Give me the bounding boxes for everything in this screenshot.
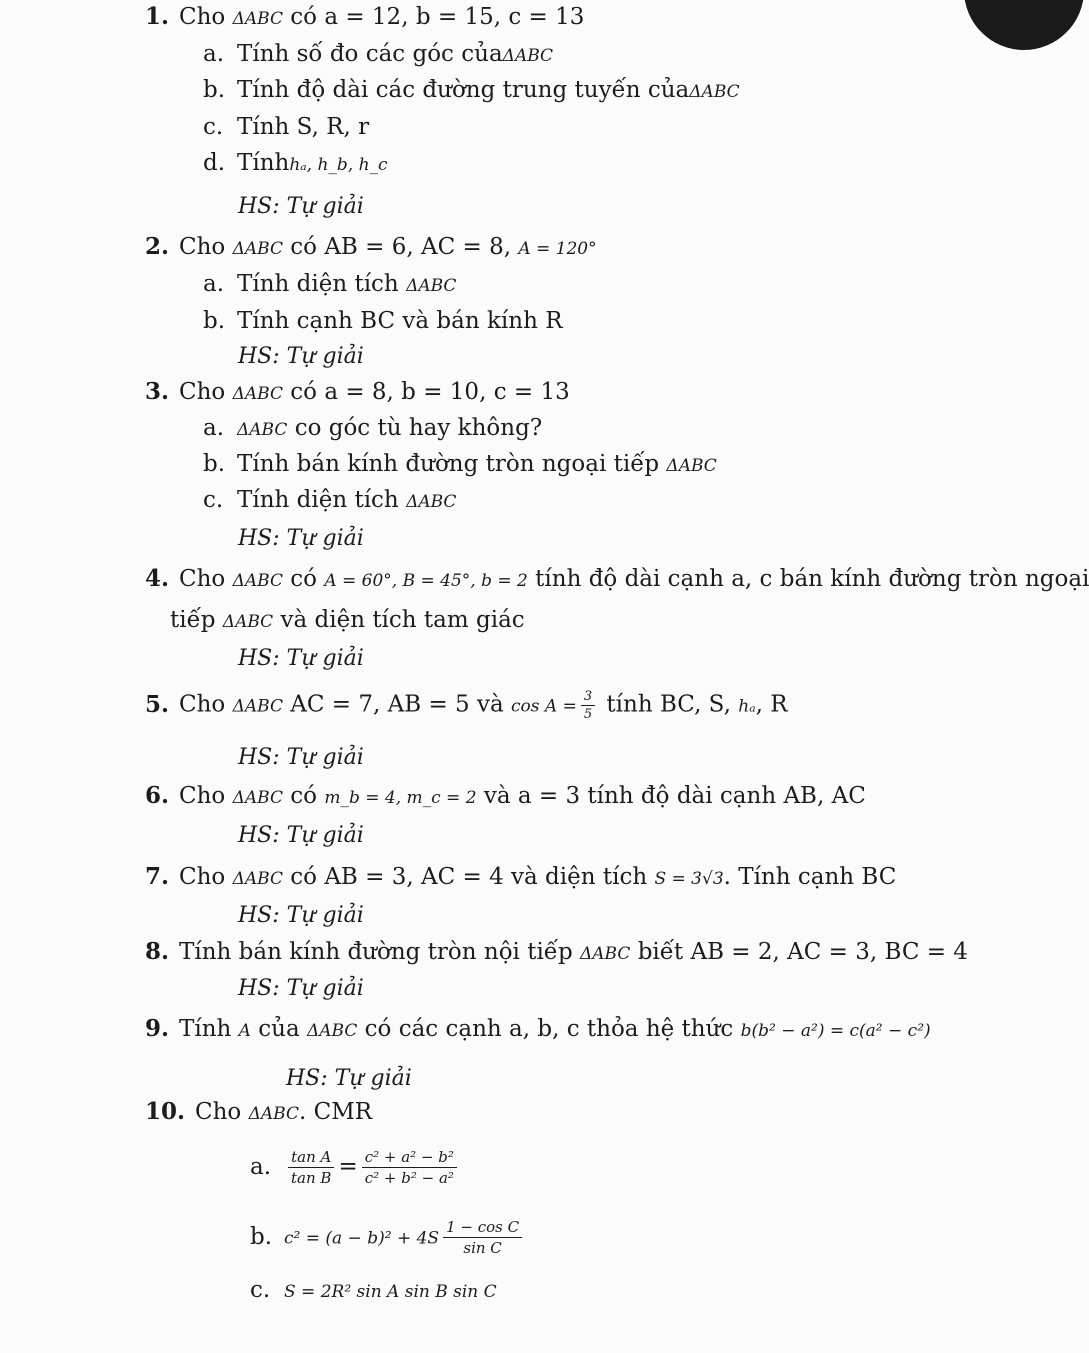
problem-7-hs-note: HS: Tự giải [238, 903, 364, 928]
fraction-cosC-sinC: $\frac{\text{1 − cos C}}{\text{sin C}}$ [443, 1219, 522, 1256]
problem-1-sub-b: b. Tính độ dài các đường trung tuyến củaΔABC [203, 77, 740, 103]
problem-2-sub-a: a. Tính diện tích ΔABC [203, 271, 457, 297]
photo-corner-shadow [964, 0, 1084, 50]
fraction-sides: $\frac{\text{c² + a² − b²}}{\text{c² + b² − a²}}$ [362, 1149, 457, 1186]
problem-8-hs-note: HS: Tự giải [238, 976, 364, 1001]
problem-1-sub-a: a. Tính số đo các góc củaΔABC [203, 41, 554, 67]
fraction-tanA-tanB: $\frac{\text{tan A}}{\text{tan B}}$ [288, 1149, 334, 1186]
problem-10-sub-c: c. S = 2R² sin A sin B sin C [250, 1277, 497, 1303]
problem-number: 1. [145, 3, 170, 30]
problem-10-stem: 10. Cho ΔABC. CMR [145, 1098, 373, 1125]
problem-3-sub-b: b. Tính bán kính đường tròn ngoại tiếp ΔABC [203, 451, 717, 477]
problem-6-stem: 6. Cho ΔABC có m_b = 4, m_c = 2 và a = 3 tính độ dài cạnh AB, AC [145, 782, 866, 809]
problem-3-hs-note: HS: Tự giải [238, 526, 364, 551]
problem-1-sub-d: d. Tínhhₐ, h_b, h_c [203, 150, 388, 176]
problem-6-hs-note: HS: Tự giải [238, 823, 364, 848]
problem-3-sub-c: c. Tính diện tích ΔABC [203, 487, 457, 513]
problem-5-hs-note: HS: Tự giải [238, 745, 364, 770]
fraction-three-fifths: $\frac{3}{5}$ [581, 690, 595, 721]
problem-4-stem-continued: tiếp ΔABC và diện tích tam giác [170, 607, 525, 633]
problem-1-stem: 1. Cho ΔABC có a = 12, b = 15, c = 13 [145, 3, 585, 30]
problem-2-hs-note: HS: Tự giải [238, 344, 364, 369]
problem-9-hs-note: HS: Tự giải [286, 1066, 412, 1091]
problem-8-stem: 8. Tính bán kính đường tròn nội tiếp ΔABC biết AB = 2, AC = 3, BC = 4 [145, 938, 968, 965]
problem-3-stem: 3. Cho ΔABC có a = 8, b = 10, c = 13 [145, 378, 570, 405]
problem-7-stem: 7. Cho ΔABC có AB = 3, AC = 4 và diện tích S = 3√3. Tính cạnh BC [145, 863, 897, 890]
problem-4-stem: 4. Cho ΔABC có A = 60°, B = 45°, b = 2 tính độ dài cạnh a, c bán kính đường tròn ngoại [145, 565, 1089, 592]
problem-3-sub-a: a. ΔABC co góc tù hay không? [203, 415, 543, 441]
problem-9-stem: 9. Tính A của ΔABC có các cạnh a, b, c thỏa hệ thức b(b² − a²) = c(a² − c²) [145, 1015, 931, 1042]
problem-4-hs-note: HS: Tự giải [238, 646, 364, 671]
problem-10-sub-a: a. $\frac{\text{tan A}}{\text{tan B}}$ = $\frac{\text{c² + a² − b²}}{\text{c² + b² − a²}}$ [250, 1149, 461, 1186]
problem-1-sub-c: c. Tính S, R, r [203, 114, 370, 140]
triangle-symbol: ΔABC [232, 9, 283, 29]
problem-2-sub-b: b. Tính cạnh BC và bán kính R [203, 308, 563, 334]
problem-2-stem: 2. Cho ΔABC có AB = 6, AC = 8, A = 120° [145, 233, 597, 260]
problem-10-sub-b: b. c² = (a − b)² + 4S $\frac{\text{1 − cos C}}{\text{sin C}}$ [250, 1219, 526, 1256]
problem-5-stem: 5. Cho ΔABC AC = 7, AB = 5 và cos A = $\frac{3}{5}$ tính BC, S, hₐ, R [145, 689, 788, 722]
problem-1-hs-note: HS: Tự giải [238, 194, 364, 219]
